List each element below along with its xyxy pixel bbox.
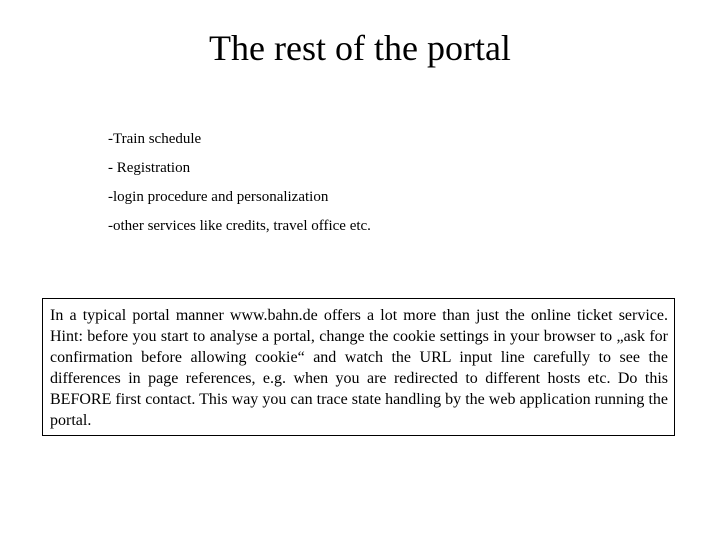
bullet-item-train-schedule: -Train schedule: [108, 131, 202, 147]
slide-title: The rest of the portal: [209, 28, 511, 68]
bullet-item-registration: - Registration: [108, 160, 191, 176]
note-box: In a typical portal manner www.bahn.de offers a lot more than just the online ticket service. Hint: before you start to analyse a portal, change the cookie settings in your browser to „ask for confirmation before allowing cookie“ and watch the URL input line carefully to see the differences in page references, e.g. when you are redirected to different hosts etc. Do this BEFORE first contact. This way you can trace state handling by the web application running the portal.: [42, 298, 675, 436]
bullet-list: [108, 129, 371, 245]
bullet-item-login: -login procedure and personalization: [108, 189, 329, 205]
bullet-item-other-services: -other services like credits, travel office etc.: [108, 218, 371, 234]
